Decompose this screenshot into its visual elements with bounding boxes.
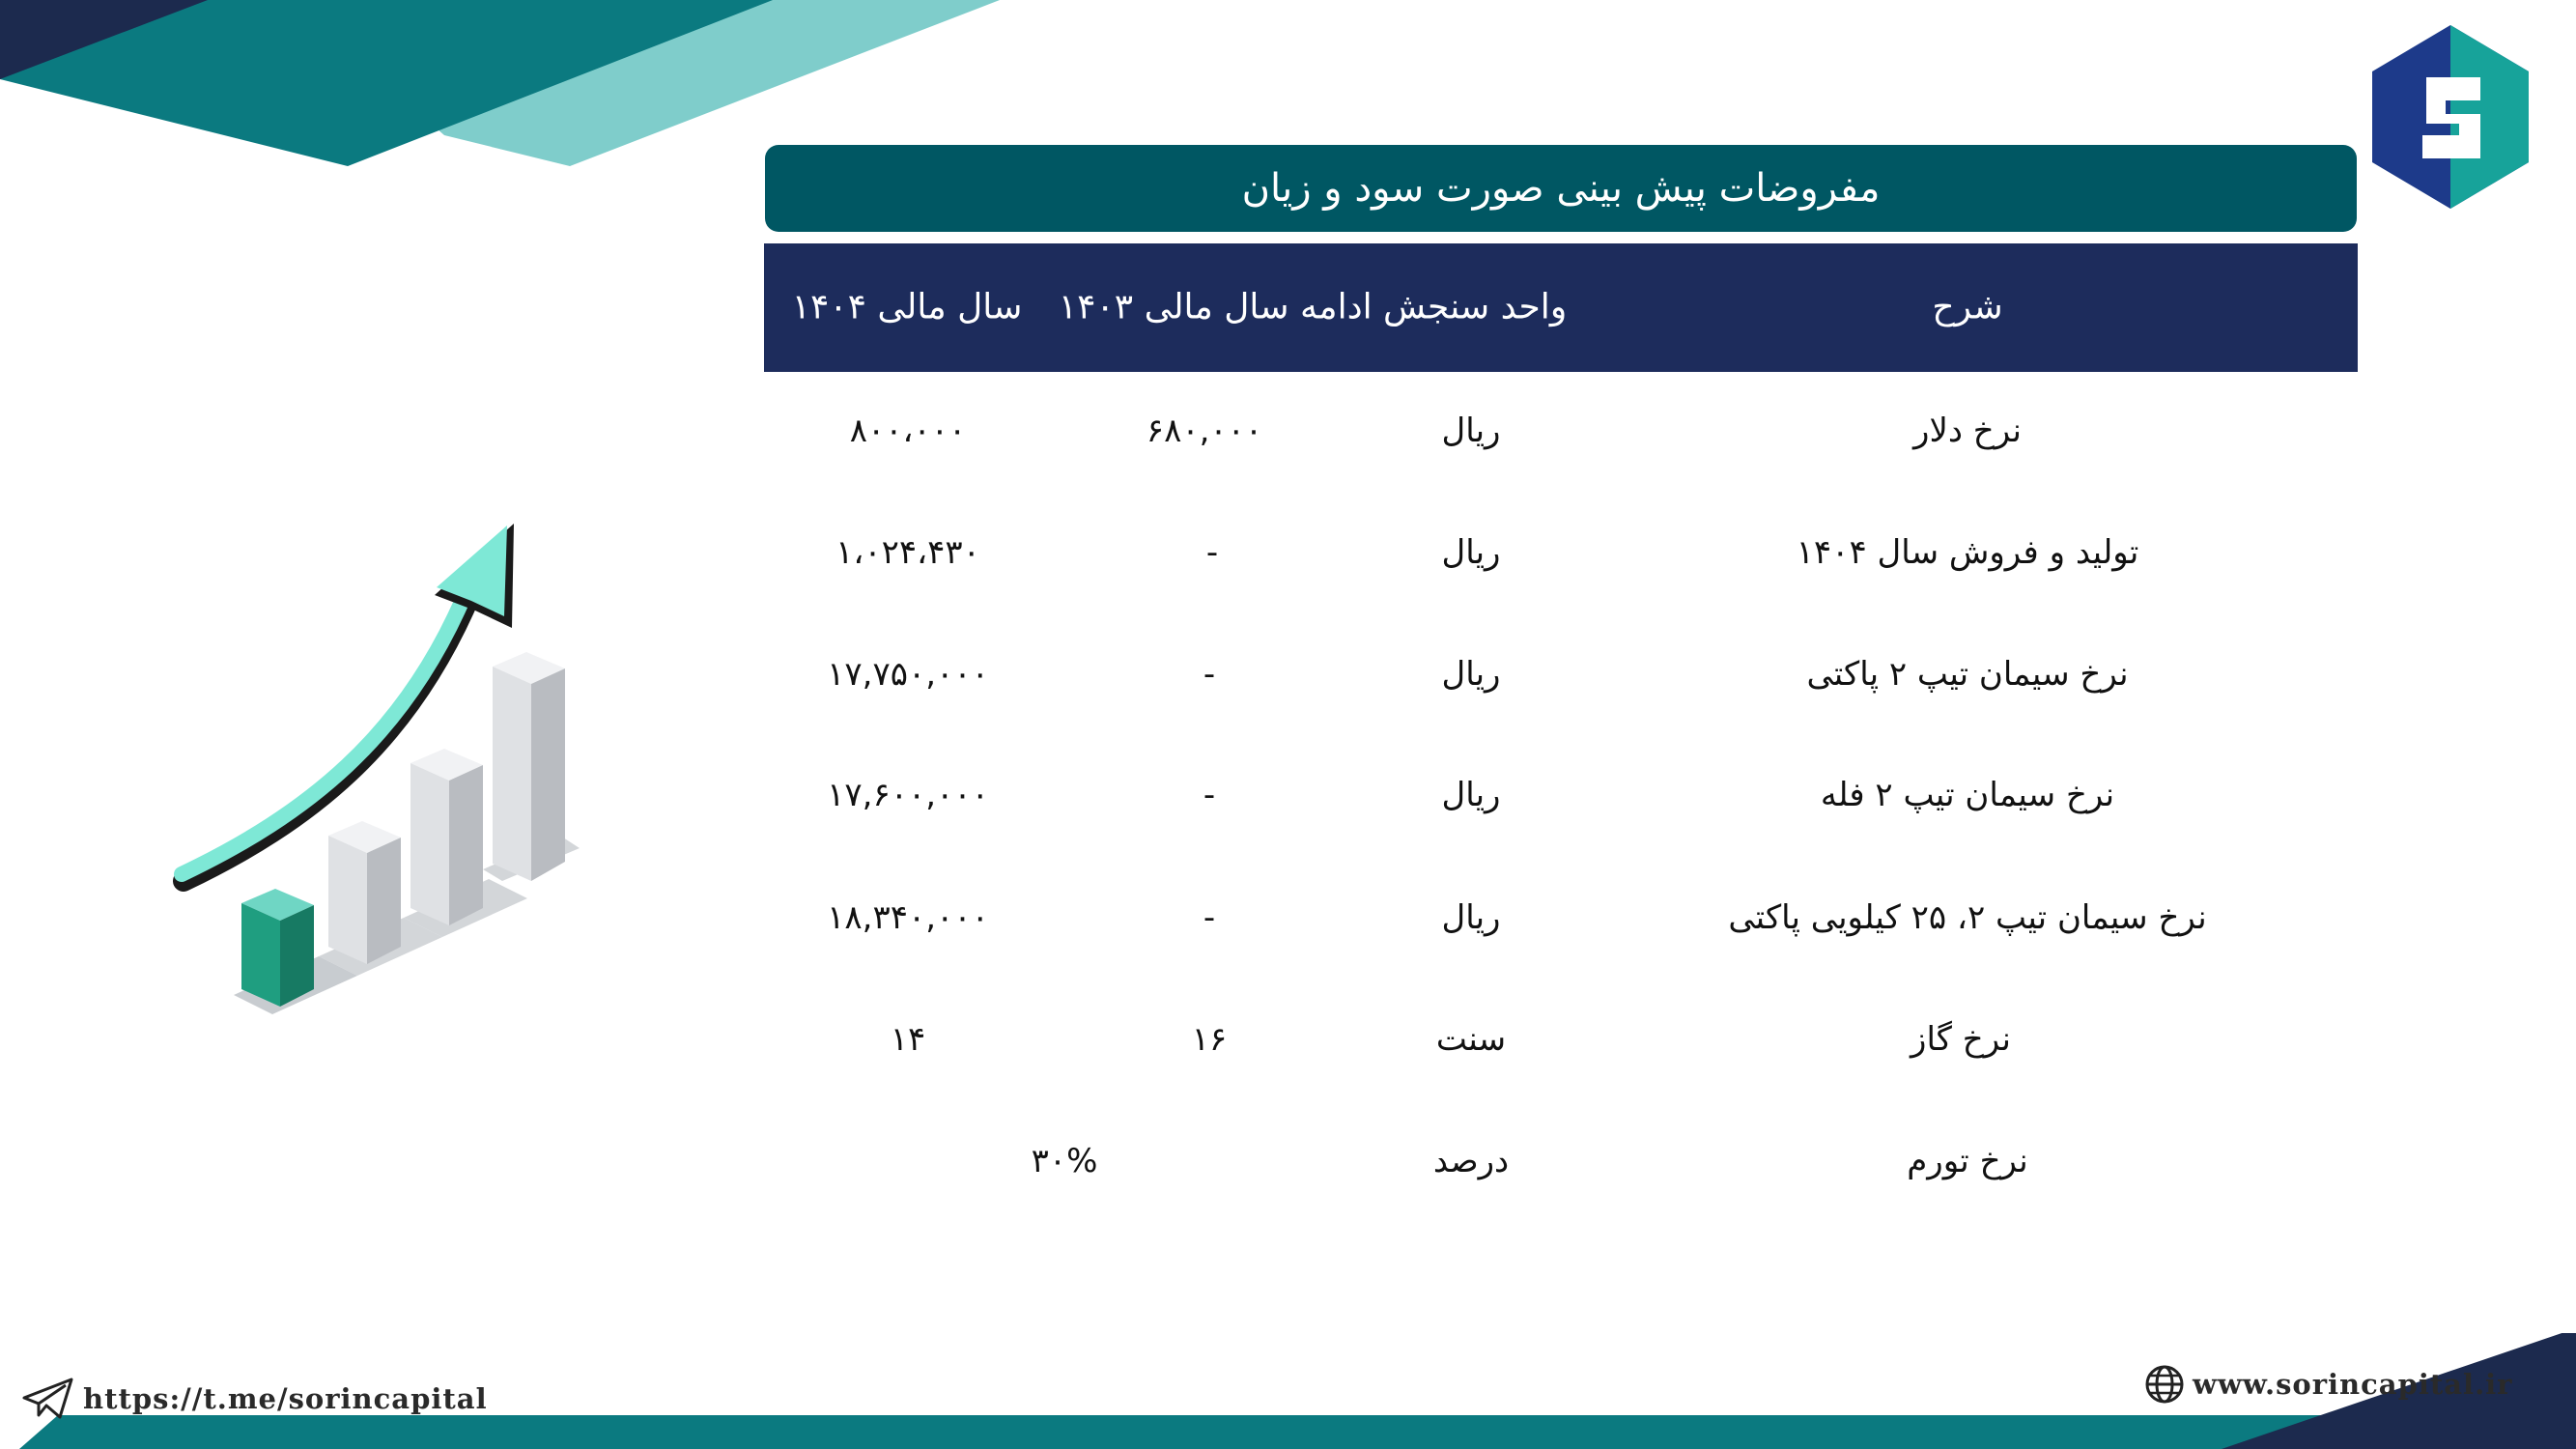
cell-1404: ۱۸,۳۴۰,۰۰۰ [827, 898, 989, 937]
header-1403-text: ادامه سال مالی ۱۴۰۳ [1058, 287, 1373, 327]
cell-1404: ۱۷,۶۰۰,۰۰۰ [827, 776, 989, 814]
header-desc: شرح [1932, 287, 2003, 327]
cell-merged: ۳۰% [1031, 1142, 1098, 1180]
cell-desc: نرخ سیمان تیپ ۲ پاکتی [1806, 655, 2129, 694]
cell-1404: ۱۷,۷۵۰,۰۰۰ [827, 655, 989, 694]
cell-desc: نرخ سیمان تیپ ۲، ۲۵ کیلویی پاکتی [1728, 898, 2207, 937]
website-url[interactable]: www.sorincapital.ir [2193, 1368, 2513, 1401]
cell-1403: - [1203, 776, 1216, 814]
telegram-url[interactable]: https://t.me/sorincapital [83, 1382, 488, 1415]
cell-1404: ۱۴ [890, 1020, 926, 1059]
website-link[interactable] [2144, 1364, 2512, 1405]
telegram-link[interactable] [21, 1377, 488, 1421]
cell-unit: سنت [1435, 1020, 1507, 1059]
cell-1403: - [1203, 655, 1216, 694]
cell-1404: ۱،۰۲۴،۴۳۰ [835, 533, 980, 572]
cell-1403: - [1203, 898, 1216, 937]
cell-unit: ریال [1441, 776, 1501, 814]
header-1404: سال مالی ۱۴۰۴ [791, 287, 1023, 327]
cell-desc: نرخ تورم [1907, 1142, 2028, 1180]
cell-desc: تولید و فروش سال ۱۴۰۴ [1796, 533, 2139, 572]
cell-unit: ریال [1441, 412, 1501, 450]
header-unit-text: واحد سنجش [1383, 287, 1568, 327]
cell-1403: ۱۶ [1191, 1020, 1228, 1059]
cell-desc: نرخ سیمان تیپ ۲ فله [1820, 776, 2115, 814]
globe-icon [2144, 1364, 2185, 1405]
page-title: مفروضات پیش بینی صورت سود و زیان [765, 145, 2357, 232]
cell-1404: ۸۰۰،۰۰۰ [849, 412, 967, 450]
cell-unit: ریال [1441, 898, 1501, 937]
cell-unit: ریال [1441, 655, 1501, 694]
paper-plane-icon [21, 1377, 75, 1421]
cell-desc: نرخ گاز [1911, 1020, 2011, 1059]
cell-desc: نرخ دلار [1913, 412, 2022, 450]
cell-unit: درصد [1432, 1142, 1510, 1180]
cell-unit: ریال [1441, 533, 1501, 572]
growth-chart-illustration [164, 502, 589, 1024]
cell-1403: ۶۸۰,۰۰۰ [1146, 412, 1263, 450]
cell-1403: - [1205, 533, 1219, 572]
